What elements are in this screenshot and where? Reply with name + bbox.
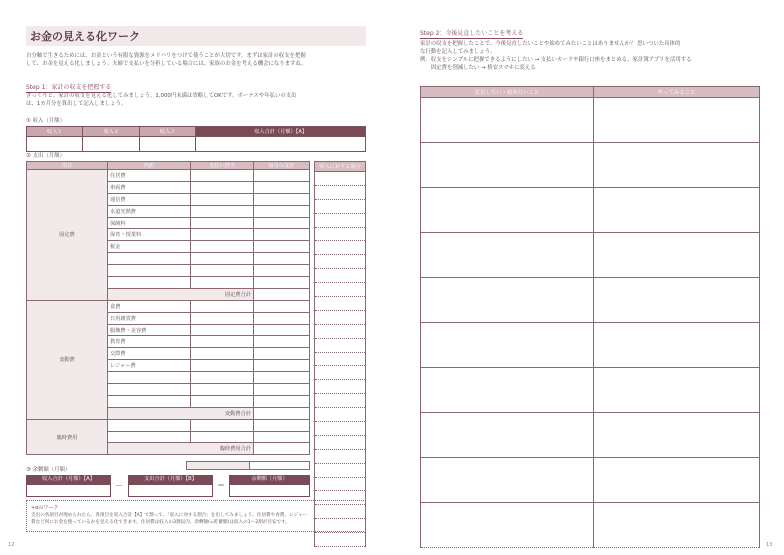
review-row [421, 98, 760, 143]
expense-total-field[interactable] [249, 461, 310, 470]
expense-detail-blank[interactable] [108, 384, 191, 396]
surplus-result-box [229, 475, 310, 497]
temporary-cost-category: 臨時費用 [27, 419, 108, 455]
page-number-left: 12 [8, 542, 15, 548]
expense-detail-blank[interactable] [108, 277, 191, 289]
minus-sign: － [115, 481, 123, 490]
ratio-field[interactable] [315, 435, 366, 449]
ratio-field[interactable] [315, 297, 366, 311]
payer-field[interactable] [191, 265, 254, 277]
amount-field[interactable] [254, 360, 310, 372]
review-action-field[interactable] [594, 503, 760, 548]
expense-detail: レジャー費 [108, 360, 191, 372]
review-table [420, 86, 760, 548]
amount-field[interactable] [254, 312, 310, 324]
income-3-field[interactable] [139, 137, 195, 152]
note-title: +αのワーク [31, 505, 59, 511]
ratio-field[interactable] [315, 283, 366, 297]
payer-field[interactable] [191, 193, 254, 205]
income-header-3: 収入３ [139, 127, 195, 137]
ratio-field[interactable] [315, 227, 366, 241]
surplus-label: ③ 余剰額（月額） [26, 467, 71, 473]
review-action-field[interactable] [594, 278, 760, 323]
amount-field[interactable] [254, 265, 310, 277]
ratio-field[interactable] [315, 449, 366, 463]
fixed-cost-category: 固定費 [27, 170, 108, 301]
expense-detail: 保育・授業料 [108, 229, 191, 241]
payer-field[interactable] [191, 431, 254, 443]
expense-detail: 税金 [108, 241, 191, 253]
review-row [421, 458, 760, 503]
income-table [26, 126, 366, 152]
ratio-field[interactable] [315, 185, 366, 199]
surplus-expense-header: 支出合計（月額）【B】 [128, 475, 213, 484]
expense-detail-blank[interactable] [108, 431, 191, 443]
payer-field[interactable] [191, 229, 254, 241]
variable-cost-total-label: 変動費合計 [108, 407, 254, 419]
ratio-header: 収入に対する割合 [315, 162, 366, 172]
review-action-field[interactable] [594, 233, 760, 278]
expense-detail: 日用雑貨費 [108, 312, 191, 324]
intro-text: 自分軸で生きるためには、お金という有限な資源をメリハリをつけて使うことが大切です。まずは家計の収支を把握 して、お金を見える化しましょう。夫婦で支払いを分担している場合には、家族のお金を考える機会になりますね。 [26, 53, 307, 67]
expense-detail-blank[interactable] [108, 395, 191, 407]
ratio-field[interactable] [315, 394, 366, 408]
variable-cost-category: 変動費 [27, 300, 108, 419]
expense-detail-blank[interactable] [108, 265, 191, 277]
expense-detail: 保険料 [108, 217, 191, 229]
ratio-field[interactable] [315, 352, 366, 366]
review-action-field[interactable] [594, 143, 760, 188]
ratio-field[interactable] [315, 366, 366, 380]
ratio-column [314, 161, 366, 547]
surplus-expense-field[interactable] [128, 484, 213, 497]
surplus-result-header: 余剰額（月額） [229, 475, 310, 484]
expense-detail: 教育費 [108, 336, 191, 348]
payer-field[interactable] [191, 205, 254, 217]
income-total-field[interactable] [196, 137, 366, 152]
amount-field[interactable] [254, 277, 310, 289]
expense-header-detail: 内訳 [108, 162, 191, 170]
amount-field[interactable] [254, 348, 310, 360]
payer-field[interactable] [191, 395, 254, 407]
review-row [421, 143, 760, 188]
payer-field[interactable] [191, 170, 254, 182]
amount-field[interactable] [254, 431, 310, 443]
review-want-field[interactable] [421, 413, 594, 458]
ratio-field[interactable] [315, 338, 366, 352]
ratio-field[interactable] [315, 310, 366, 324]
amount-field[interactable] [254, 181, 310, 193]
review-want-field[interactable] [421, 98, 594, 143]
payer-field[interactable] [191, 312, 254, 324]
ratio-field[interactable] [315, 477, 366, 491]
note-box [26, 500, 366, 532]
payer-field[interactable] [191, 360, 254, 372]
expense-detail: 食費 [108, 300, 191, 312]
ratio-field[interactable] [315, 533, 366, 547]
ratio-field[interactable] [315, 199, 366, 213]
expense-label: ② 支出（月額） [26, 153, 65, 159]
ratio-field[interactable] [315, 422, 366, 436]
review-want-field[interactable] [421, 503, 594, 548]
amount-field[interactable] [254, 336, 310, 348]
expense-detail: 通信費 [108, 193, 191, 205]
ratio-field[interactable] [315, 241, 366, 255]
payer-field[interactable] [191, 241, 254, 253]
amount-field[interactable] [254, 205, 310, 217]
review-header-want: 見直したい・始めたいこと [421, 87, 594, 98]
amount-field[interactable] [254, 193, 310, 205]
expense-detail: 交際費 [108, 348, 191, 360]
expense-detail: 住居費 [108, 170, 191, 182]
review-row [421, 278, 760, 323]
expense-table [26, 161, 310, 455]
surplus-expense-box [128, 475, 213, 497]
payer-field[interactable] [191, 300, 254, 312]
step2-heading: Step 2：今後見直したいことを考える [420, 30, 524, 37]
temporary-cost-total-label: 臨時費用合計 [108, 443, 254, 455]
expense-detail: 服飾費・美容費 [108, 324, 191, 336]
ratio-field[interactable] [315, 213, 366, 227]
payer-field[interactable] [191, 336, 254, 348]
income-total-header: 収入合計（月額）【A】 [196, 127, 366, 137]
page-number-right: 13 [766, 542, 773, 548]
surplus-income-header: 収入合計（月額）【A】 [26, 475, 111, 484]
review-action-field[interactable] [594, 188, 760, 233]
review-row [421, 503, 760, 548]
payer-field[interactable] [191, 277, 254, 289]
page-title: お金の見える化ワーク [30, 30, 140, 43]
amount-field[interactable] [254, 419, 310, 431]
review-row [421, 188, 760, 233]
review-want-field[interactable] [421, 458, 594, 503]
payer-field[interactable] [191, 324, 254, 336]
review-row [421, 233, 760, 278]
review-want-field[interactable] [421, 188, 594, 233]
temporary-cost-total-field[interactable] [254, 443, 310, 455]
review-header-action: やってみること [594, 87, 760, 98]
review-action-field[interactable] [594, 458, 760, 503]
fixed-cost-total-label: 固定費合計 [108, 288, 254, 300]
expense-header-monthly: 毎月の支出 [254, 162, 310, 170]
ratio-field[interactable] [315, 255, 366, 269]
review-action-field[interactable] [594, 323, 760, 368]
surplus-income-box [26, 475, 111, 497]
income-2-field[interactable] [83, 137, 139, 152]
ratio-field[interactable] [315, 463, 366, 477]
review-want-field[interactable] [421, 323, 594, 368]
review-action-field[interactable] [594, 413, 760, 458]
step1-description: ざっくりと、家計の収支を見える化してみましょう。1,000円未満は省略してOKです。ボーナスや年払いの支出 は、1カ月分を算出して記入しましょう。 [26, 93, 297, 107]
review-action-field[interactable] [594, 98, 760, 143]
payer-field[interactable] [191, 253, 254, 265]
expense-detail-blank[interactable] [108, 419, 191, 431]
income-header-2: 収入２ [83, 127, 139, 137]
amount-field[interactable] [254, 384, 310, 396]
amount-field[interactable] [254, 300, 310, 312]
review-row [421, 323, 760, 368]
review-want-field[interactable] [421, 278, 594, 323]
payer-field[interactable] [191, 372, 254, 384]
expense-detail: 水道光熱費 [108, 205, 191, 217]
expense-detail-blank[interactable] [108, 253, 191, 265]
amount-field[interactable] [254, 395, 310, 407]
amount-field[interactable] [254, 170, 310, 182]
review-row [421, 368, 760, 413]
ratio-field[interactable] [315, 269, 366, 283]
review-action-field[interactable] [594, 368, 760, 413]
variable-cost-total-field[interactable] [254, 407, 310, 419]
payer-field[interactable] [191, 181, 254, 193]
review-row [421, 413, 760, 458]
expense-detail: 車両費 [108, 181, 191, 193]
income-label: ① 収入（月額） [26, 118, 65, 124]
payer-field[interactable] [191, 384, 254, 396]
review-want-field[interactable] [421, 368, 594, 413]
review-want-field[interactable] [421, 143, 594, 188]
ratio-field[interactable] [315, 380, 366, 394]
income-1-field[interactable] [27, 137, 83, 152]
note-line-1: 支出の各項目が埋められたら、各項目を収入合計【A】で割って、「収入に対する割合」を出してみましょう。住居費や食費、レジャー [31, 513, 308, 518]
amount-field[interactable] [254, 253, 310, 265]
amount-field[interactable] [254, 241, 310, 253]
surplus-income-field[interactable] [26, 484, 111, 497]
expense-header-item: 項目 [27, 162, 108, 170]
note-line-2: 費など何にお金を使っているかを見える化できます。住居費は収入の3割以内、余剰額(=貯蓄額)は収入の1～2割が目安です。 [31, 520, 290, 525]
expense-header-payer: 支払い担当 [191, 162, 254, 170]
payer-field[interactable] [191, 419, 254, 431]
amount-field[interactable] [254, 324, 310, 336]
step2-description: 家計の収支を把握したことで、今後見直したいことや始めてみたいことはありませんか？ 思いついた具体的 な行動を記入してみましょう。 例：収支をシンプルに把握できるようにしたい → 支払いカードや銀行口座をまとめる、家計簿アプリを活用する 固定費を削減したい → 格安スマホに変える [420, 41, 692, 71]
ratio-field[interactable] [315, 172, 366, 186]
equals-sign: ＝ [217, 481, 225, 490]
review-want-field[interactable] [421, 233, 594, 278]
amount-field[interactable] [254, 372, 310, 384]
ratio-field[interactable] [315, 408, 366, 422]
amount-field[interactable] [254, 229, 310, 241]
income-header-1: 収入１ [27, 127, 83, 137]
expense-detail-blank[interactable] [108, 372, 191, 384]
surplus-result-field[interactable] [229, 484, 310, 497]
ratio-field[interactable] [315, 324, 366, 338]
payer-field[interactable] [191, 348, 254, 360]
step1-heading: Step 1：家計の収支を把握する [26, 84, 112, 91]
amount-field[interactable] [254, 217, 310, 229]
payer-field[interactable] [191, 217, 254, 229]
fixed-cost-total-field[interactable] [254, 288, 310, 300]
